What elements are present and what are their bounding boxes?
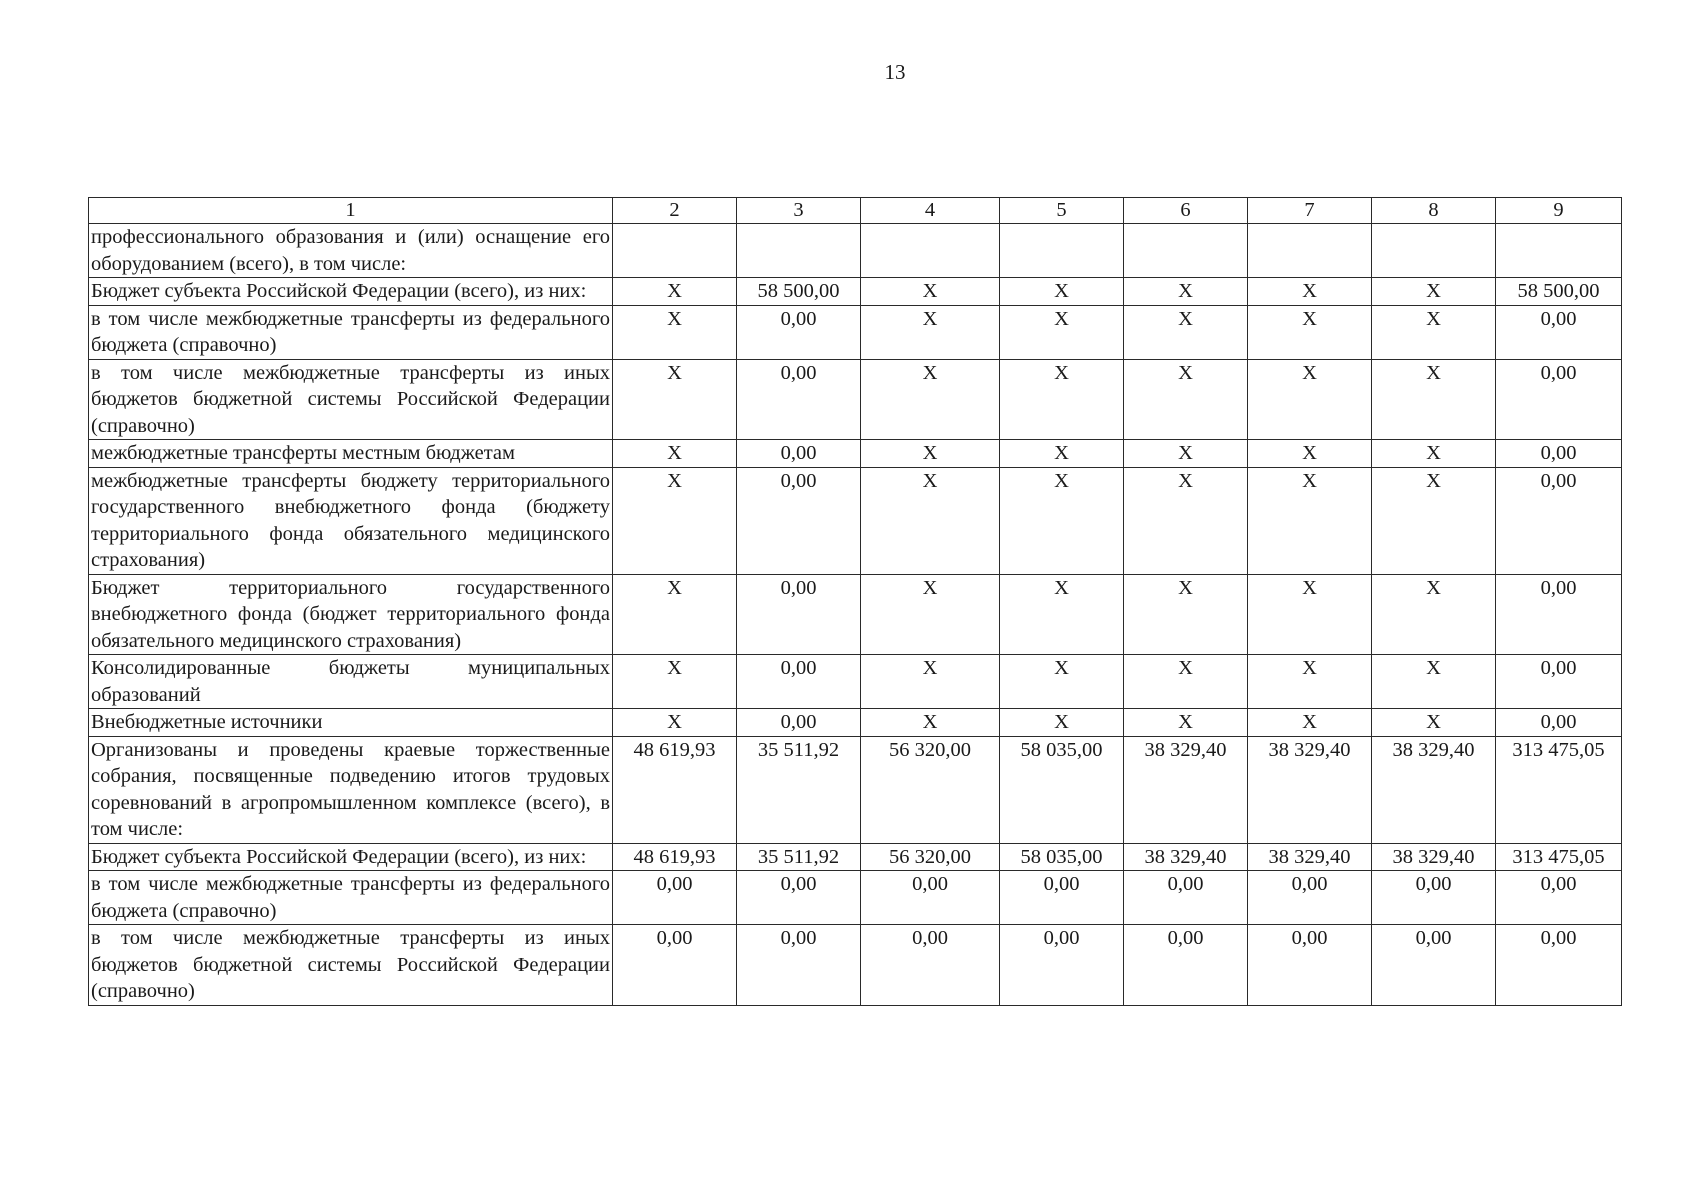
value-cell-col-2: 0,00: [613, 925, 737, 1006]
row-label: Консолидированные бюджеты муниципальных образований: [89, 655, 613, 709]
column-header: 1: [89, 198, 613, 224]
value-cell-col-4: 0,00: [861, 925, 1000, 1006]
value-cell-col-8: X: [1372, 305, 1496, 359]
column-header: 5: [1000, 198, 1124, 224]
value-cell-col-8: X: [1372, 655, 1496, 709]
value-cell-col-8: [1372, 224, 1496, 278]
value-cell-col-6: X: [1124, 574, 1248, 655]
table-row: [89, 925, 1622, 1006]
value-cell-col-2: X: [613, 278, 737, 306]
value-cell-col-4: 56 320,00: [861, 843, 1000, 871]
value-cell-col-2: [613, 224, 737, 278]
value-cell-col-6: X: [1124, 709, 1248, 737]
value-cell-col-8: X: [1372, 574, 1496, 655]
value-cell-col-8: 0,00: [1372, 925, 1496, 1006]
table-row: [89, 574, 1622, 655]
value-cell-col-9: 0,00: [1496, 709, 1622, 737]
value-cell-col-7: X: [1248, 278, 1372, 306]
row-label: Бюджет субъекта Российской Федерации (всего), из них:: [89, 278, 613, 306]
value-cell-col-9: 313 475,05: [1496, 843, 1622, 871]
value-cell-col-9: 0,00: [1496, 925, 1622, 1006]
column-header: 6: [1124, 198, 1248, 224]
value-cell-col-8: X: [1372, 709, 1496, 737]
row-label: межбюджетные трансферты бюджету территориального государственного внебюджетного фонда (бюджету территориального фонда обязательного медицинского страхования): [89, 467, 613, 574]
value-cell-col-2: X: [613, 305, 737, 359]
value-cell-col-5: [1000, 224, 1124, 278]
value-cell-col-9: 0,00: [1496, 305, 1622, 359]
table-row: [89, 440, 1622, 468]
value-cell-col-5: 0,00: [1000, 925, 1124, 1006]
value-cell-col-9: 0,00: [1496, 574, 1622, 655]
value-cell-col-3: 0,00: [737, 655, 861, 709]
value-cell-col-3: 0,00: [737, 574, 861, 655]
value-cell-col-4: X: [861, 440, 1000, 468]
value-cell-col-3: 35 511,92: [737, 736, 861, 843]
table-row: [89, 709, 1622, 737]
value-cell-col-3: [737, 224, 861, 278]
table-row: [89, 843, 1622, 871]
value-cell-col-3: 0,00: [737, 709, 861, 737]
value-cell-col-5: X: [1000, 467, 1124, 574]
value-cell-col-4: X: [861, 709, 1000, 737]
value-cell-col-3: 0,00: [737, 305, 861, 359]
table-row: [89, 655, 1622, 709]
value-cell-col-2: X: [613, 709, 737, 737]
value-cell-col-4: [861, 224, 1000, 278]
value-cell-col-2: X: [613, 440, 737, 468]
value-cell-col-3: 35 511,92: [737, 843, 861, 871]
value-cell-col-5: X: [1000, 655, 1124, 709]
value-cell-col-3: 58 500,00: [737, 278, 861, 306]
value-cell-col-2: X: [613, 359, 737, 440]
row-label: Бюджет субъекта Российской Федерации (всего), из них:: [89, 843, 613, 871]
row-label: в том числе межбюджетные трансферты из иных бюджетов бюджетной системы Российской Федерации (справочно): [89, 359, 613, 440]
value-cell-col-5: X: [1000, 278, 1124, 306]
value-cell-col-9: 58 500,00: [1496, 278, 1622, 306]
value-cell-col-5: X: [1000, 305, 1124, 359]
value-cell-col-9: 0,00: [1496, 655, 1622, 709]
value-cell-col-4: X: [861, 305, 1000, 359]
value-cell-col-8: 0,00: [1372, 871, 1496, 925]
value-cell-col-7: X: [1248, 655, 1372, 709]
table-row: [89, 278, 1622, 306]
row-label: в том числе межбюджетные трансферты из федерального бюджета (справочно): [89, 305, 613, 359]
value-cell-col-4: X: [861, 655, 1000, 709]
value-cell-col-5: 0,00: [1000, 871, 1124, 925]
value-cell-col-3: 0,00: [737, 925, 861, 1006]
value-cell-col-7: X: [1248, 440, 1372, 468]
value-cell-col-9: 0,00: [1496, 440, 1622, 468]
value-cell-col-2: 48 619,93: [613, 736, 737, 843]
value-cell-col-9: 0,00: [1496, 467, 1622, 574]
value-cell-col-9: 313 475,05: [1496, 736, 1622, 843]
budget-table: [88, 197, 1622, 1006]
value-cell-col-8: X: [1372, 467, 1496, 574]
value-cell-col-9: 0,00: [1496, 871, 1622, 925]
value-cell-col-8: 38 329,40: [1372, 843, 1496, 871]
value-cell-col-4: X: [861, 467, 1000, 574]
value-cell-col-7: 38 329,40: [1248, 843, 1372, 871]
value-cell-col-6: X: [1124, 655, 1248, 709]
value-cell-col-6: 0,00: [1124, 925, 1248, 1006]
value-cell-col-3: 0,00: [737, 467, 861, 574]
value-cell-col-3: 0,00: [737, 440, 861, 468]
column-header: 9: [1496, 198, 1622, 224]
value-cell-col-6: 38 329,40: [1124, 843, 1248, 871]
value-cell-col-7: X: [1248, 467, 1372, 574]
value-cell-col-6: X: [1124, 467, 1248, 574]
value-cell-col-7: 0,00: [1248, 925, 1372, 1006]
value-cell-col-2: X: [613, 655, 737, 709]
value-cell-col-2: 48 619,93: [613, 843, 737, 871]
value-cell-col-6: [1124, 224, 1248, 278]
row-label: Бюджет территориального государственного внебюджетного фонда (бюджет территориального фонда обязательного медицинского страхования): [89, 574, 613, 655]
row-label: Организованы и проведены краевые торжественные собрания, посвященные подведению итогов трудовых соревнований в агропромышленном комплексе (всего), в том числе:: [89, 736, 613, 843]
value-cell-col-7: 38 329,40: [1248, 736, 1372, 843]
table-row: [89, 467, 1622, 574]
value-cell-col-8: X: [1372, 440, 1496, 468]
value-cell-col-8: 38 329,40: [1372, 736, 1496, 843]
value-cell-col-5: X: [1000, 709, 1124, 737]
value-cell-col-5: X: [1000, 574, 1124, 655]
value-cell-col-6: 38 329,40: [1124, 736, 1248, 843]
header-row: [89, 198, 1622, 224]
value-cell-col-4: X: [861, 574, 1000, 655]
value-cell-col-7: [1248, 224, 1372, 278]
row-label: межбюджетные трансферты местным бюджетам: [89, 440, 613, 468]
value-cell-col-2: X: [613, 467, 737, 574]
value-cell-col-5: 58 035,00: [1000, 736, 1124, 843]
value-cell-col-8: X: [1372, 359, 1496, 440]
table-row: [89, 224, 1622, 278]
value-cell-col-3: 0,00: [737, 871, 861, 925]
value-cell-col-7: X: [1248, 574, 1372, 655]
table-row: [89, 871, 1622, 925]
value-cell-col-9: [1496, 224, 1622, 278]
row-label: Внебюджетные источники: [89, 709, 613, 737]
value-cell-col-7: 0,00: [1248, 871, 1372, 925]
value-cell-col-3: 0,00: [737, 359, 861, 440]
value-cell-col-6: X: [1124, 278, 1248, 306]
column-header: 3: [737, 198, 861, 224]
value-cell-col-4: X: [861, 278, 1000, 306]
value-cell-col-8: X: [1372, 278, 1496, 306]
column-header: 7: [1248, 198, 1372, 224]
value-cell-col-7: X: [1248, 305, 1372, 359]
value-cell-col-7: X: [1248, 359, 1372, 440]
page-number: 13: [884, 60, 906, 84]
value-cell-col-2: X: [613, 574, 737, 655]
value-cell-col-2: 0,00: [613, 871, 737, 925]
column-header: 4: [861, 198, 1000, 224]
value-cell-col-6: X: [1124, 359, 1248, 440]
value-cell-col-5: X: [1000, 440, 1124, 468]
column-header: 8: [1372, 198, 1496, 224]
value-cell-col-4: X: [861, 359, 1000, 440]
value-cell-col-9: 0,00: [1496, 359, 1622, 440]
value-cell-col-4: 0,00: [861, 871, 1000, 925]
table-row: [89, 305, 1622, 359]
table-row: [89, 359, 1622, 440]
value-cell-col-6: X: [1124, 305, 1248, 359]
value-cell-col-5: X: [1000, 359, 1124, 440]
row-label: в том числе межбюджетные трансферты из иных бюджетов бюджетной системы Российской Федерации (справочно): [89, 925, 613, 1006]
value-cell-col-4: 56 320,00: [861, 736, 1000, 843]
table-row: [89, 736, 1622, 843]
value-cell-col-6: 0,00: [1124, 871, 1248, 925]
value-cell-col-5: 58 035,00: [1000, 843, 1124, 871]
row-label: в том числе межбюджетные трансферты из федерального бюджета (справочно): [89, 871, 613, 925]
column-header: 2: [613, 198, 737, 224]
row-label: профессионального образования и (или) оснащение его оборудованием (всего), в том числе:: [89, 224, 613, 278]
value-cell-col-7: X: [1248, 709, 1372, 737]
value-cell-col-6: X: [1124, 440, 1248, 468]
